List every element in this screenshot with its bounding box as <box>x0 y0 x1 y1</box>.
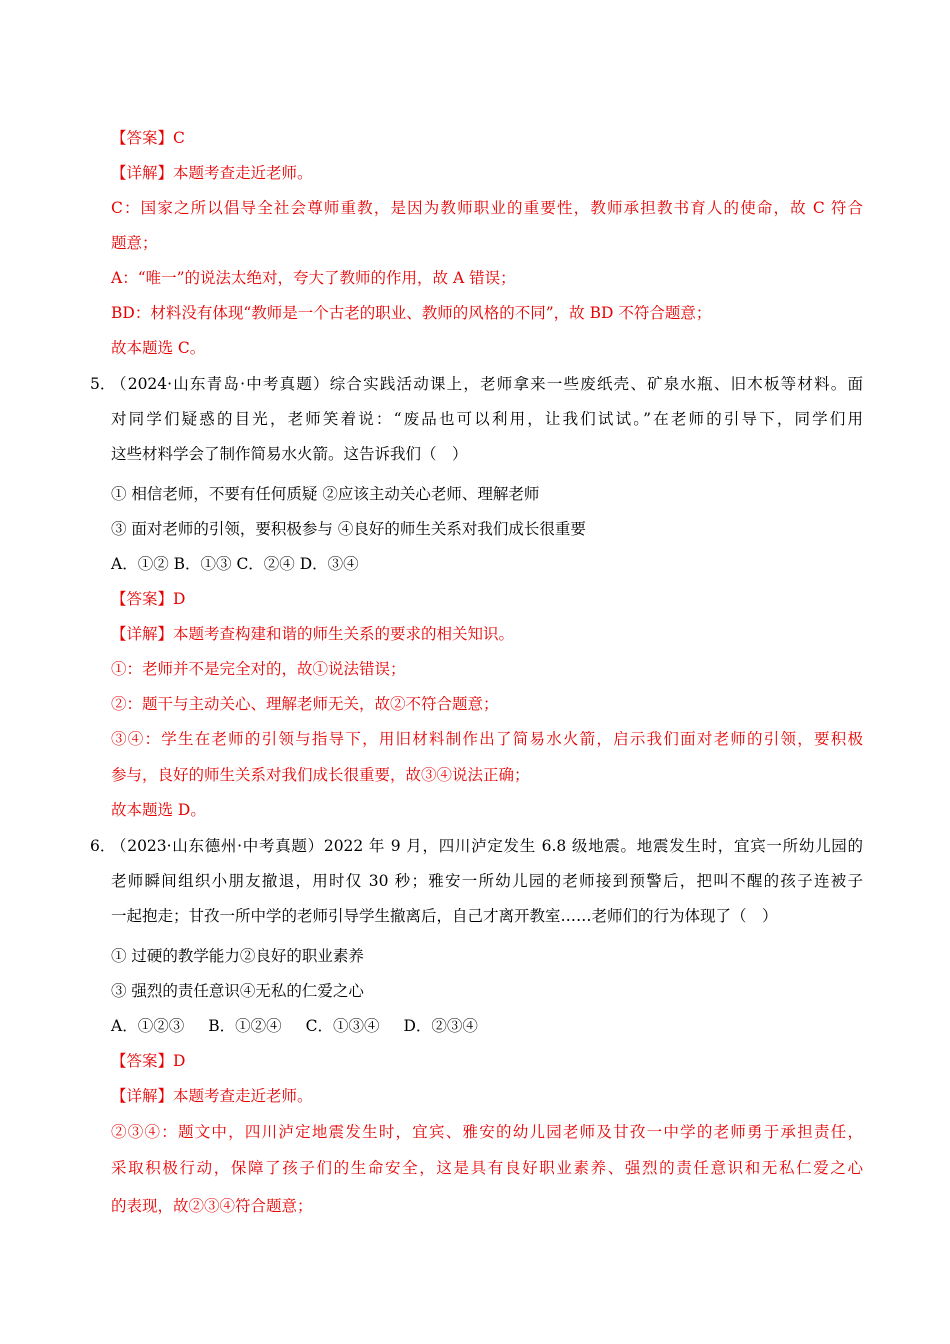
question-stem-line: 一起抱走；甘孜一所中学的老师引导学生撤离后，自己才离开教室……老师们的行为体现了（ ） <box>111 907 778 925</box>
statement-line: ① 相信老师，不要有任何质疑 ②应该主动关心老师、理解老师 <box>111 485 540 503</box>
statement-line: ① 过硬的教学能力②良好的职业素养 <box>111 947 364 965</box>
question-stem-line: 对同学们疑惑的目光，老师笑着说：“废品也可以利用，让我们试试。”在老师的引导下，同学们用 <box>111 410 863 428</box>
statement-line: ③ 强烈的责任意识④无私的仁爱之心 <box>111 982 364 1000</box>
question-stem-line: （2024·山东青岛·中考真题）综合实践活动课上，老师拿来一些废纸壳、矿泉水瓶、旧木板等材料。面 <box>111 375 863 393</box>
question-stem-line: 老师瞬间组织小朋友撤退，用时仅 30 秒；雅安一所幼儿园的老师接到预警后，把叫不醒的孩子连被子 <box>111 872 863 890</box>
detail-label: 【详解】本题考查走近老师。 <box>111 164 313 182</box>
explanation-line: ②：题干与主动关心、理解老师无关，故②不符合题意； <box>111 695 499 713</box>
option-b: B．①②④ <box>208 1017 282 1035</box>
statement-line: ③ 面对老师的引领，要积极参与 ④良好的师生关系对我们成长很重要 <box>111 520 586 538</box>
explanation-line: A：“唯一”的说法太绝对，夸大了教师的作用，故 A 错误； <box>111 269 516 287</box>
question-stem-line: 这些材料学会了制作简易水火箭。这告诉我们（ ） <box>111 445 468 463</box>
question-number: 6． <box>90 837 116 855</box>
explanation-line: 的表现，故②③④符合题意； <box>111 1197 313 1215</box>
explanation-line: C：国家之所以倡导全社会尊师重教，是因为教师职业的重要性，教师承担教书育人的使命，故 C 符合 <box>111 199 863 217</box>
explanation-line: 参与，良好的师生关系对我们成长很重要，故③④说法正确； <box>111 766 530 784</box>
options-line <box>111 1016 478 1036</box>
answer-label: 【答案】C <box>111 129 185 147</box>
option-c: C．①③④ <box>305 1017 380 1035</box>
explanation-line: ①：老师并不是完全对的，故①说法错误； <box>111 660 406 678</box>
answer-label: 【答案】D <box>111 1052 186 1070</box>
detail-label: 【详解】本题考查构建和谐的师生关系的要求的相关知识。 <box>111 625 515 643</box>
answer-label: 【答案】D <box>111 590 186 608</box>
question-number: 5． <box>90 375 116 393</box>
options-line: A．①② B．①③ C．②④ D．③④ <box>111 555 359 573</box>
explanation-line: BD：材料没有体现“教师是一个古老的职业、教师的风格的不同”，故 BD 不符合题意； <box>111 304 712 322</box>
option-a: A．①②③ <box>111 1017 185 1035</box>
explanation-line: ③④：学生在老师的引领与指导下，用旧材料制作出了简易水火箭，启示我们面对老师的引领，要积极 <box>111 730 863 748</box>
explanation-line: 题意； <box>111 234 158 252</box>
explanation-line: ②③④：题文中，四川泸定地震发生时，宜宾、雅安的幼儿园老师及甘孜一中学的老师勇于承担责任， <box>111 1123 863 1141</box>
explanation-line: 采取积极行动，保障了孩子们的生命安全，这是具有良好职业素养、强烈的责任意识和无私仁爱之心 <box>111 1159 863 1177</box>
question-stem-line: （2023·山东德州·中考真题）2022 年 9 月，四川泸定发生 6.8 级地震。地震发生时，宜宾一所幼儿园的 <box>111 837 863 855</box>
detail-label: 【详解】本题考查走近老师。 <box>111 1087 313 1105</box>
option-d: D．②③④ <box>403 1017 478 1035</box>
explanation-line: 故本题选 D。 <box>111 801 206 819</box>
explanation-line: 故本题选 C。 <box>111 339 206 357</box>
